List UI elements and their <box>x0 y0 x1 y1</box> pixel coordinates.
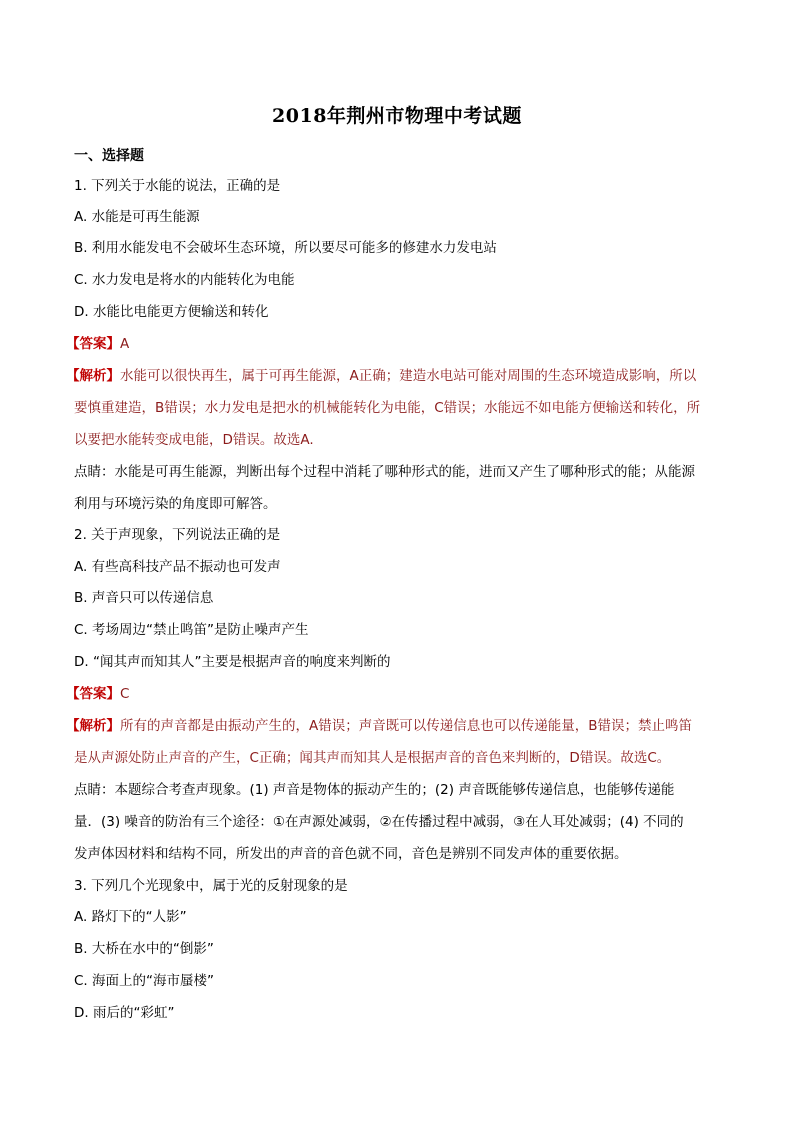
question-1-option-c: C. 水力发电是将水的内能转化为电能 <box>74 272 295 288</box>
answer-value: A <box>120 336 130 352</box>
question-3-option-d: D. 雨后的“彩虹” <box>74 1005 175 1021</box>
analysis-text: 水能可以很快再生，属于可再生能源，A正确；建造水电站可能对周围的生态环境造成影响，所以 <box>120 368 697 384</box>
analysis-tag: 【解析】 <box>66 718 120 734</box>
answer-tag: 【答案】 <box>66 686 120 702</box>
question-2-comment-line-1: 点睛：本题综合考查声现象。(1) 声音是物体的振动产生的；(2) 声音既能够传递信息，也能够传递能 <box>74 782 675 798</box>
question-1-analysis-line-1 <box>66 366 696 386</box>
page-title: 2018年荆州市物理中考试题 <box>272 105 522 127</box>
question-2-comment-line-2: 量．(3) 噪音的防治有三个途径：①在声源处减弱，②在传播过程中减弱，③在人耳处减弱；(4) 不同的 <box>74 814 684 830</box>
section-heading: 一、选择题 <box>74 148 144 164</box>
question-2-option-d: D. “闻其声而知其人”主要是根据声音的响度来判断的 <box>74 654 391 670</box>
analysis-text: 所有的声音都是由振动产生的，A错误；声音既可以传递信息也可以传递能量，B错误；禁止鸣笛 <box>120 718 692 734</box>
answer-tag: 【答案】 <box>66 336 120 352</box>
question-1-option-b: B. 利用水能发电不会破坏生态环境，所以要尽可能多的修建水力发电站 <box>74 240 497 256</box>
question-1-option-a: A. 水能是可再生能源 <box>74 209 200 225</box>
question-3-stem: 3. 下列几个光现象中，属于光的反射现象的是 <box>74 878 348 894</box>
question-3-option-a: A. 路灯下的“人影” <box>74 909 187 925</box>
question-1-analysis-line-3: 以要把水能转变成电能，D错误。故选A. <box>74 432 314 448</box>
question-2-stem: 2. 关于声现象，下列说法正确的是 <box>74 527 281 543</box>
question-3-option-b: B. 大桥在水中的“倒影” <box>74 941 214 957</box>
answer-value: C <box>120 686 130 702</box>
question-2-option-b: B. 声音只可以传递信息 <box>74 590 214 606</box>
question-1-comment-line-2: 利用与环境污染的角度即可解答。 <box>74 496 277 512</box>
question-1-analysis-line-2: 要慎重建造，B错误；水力发电是把水的机械能转化为电能，C错误；水能远不如电能方便输送和转化，所 <box>74 400 701 416</box>
question-2-comment-line-3: 发声体因材料和结构不同，所发出的声音的音色就不同，音色是辨别不同发声体的重要依据。 <box>74 846 628 862</box>
question-2-analysis-line-1 <box>66 716 692 736</box>
question-1-comment-line-1: 点睛：水能是可再生能源，判断出每个过程中消耗了哪种形式的能，进而又产生了哪种形式的能；从能源 <box>74 464 695 480</box>
question-3-option-c: C. 海面上的“海市蜃楼” <box>74 973 214 989</box>
question-1-option-d: D. 水能比电能更方便输送和转化 <box>74 304 269 320</box>
question-2-option-c: C. 考场周边“禁止鸣笛”是防止噪声产生 <box>74 622 309 638</box>
question-1-stem: 1. 下列关于水能的说法，正确的是 <box>74 178 281 194</box>
question-1-answer <box>66 334 129 354</box>
analysis-tag: 【解析】 <box>66 368 120 384</box>
question-2-answer <box>66 684 129 704</box>
question-2-option-a: A. 有些高科技产品不振动也可发声 <box>74 559 281 575</box>
question-2-analysis-line-2: 是从声源处防止声音的产生，C正确；闻其声而知其人是根据声音的音色来判断的，D错误。故选C。 <box>74 750 671 766</box>
